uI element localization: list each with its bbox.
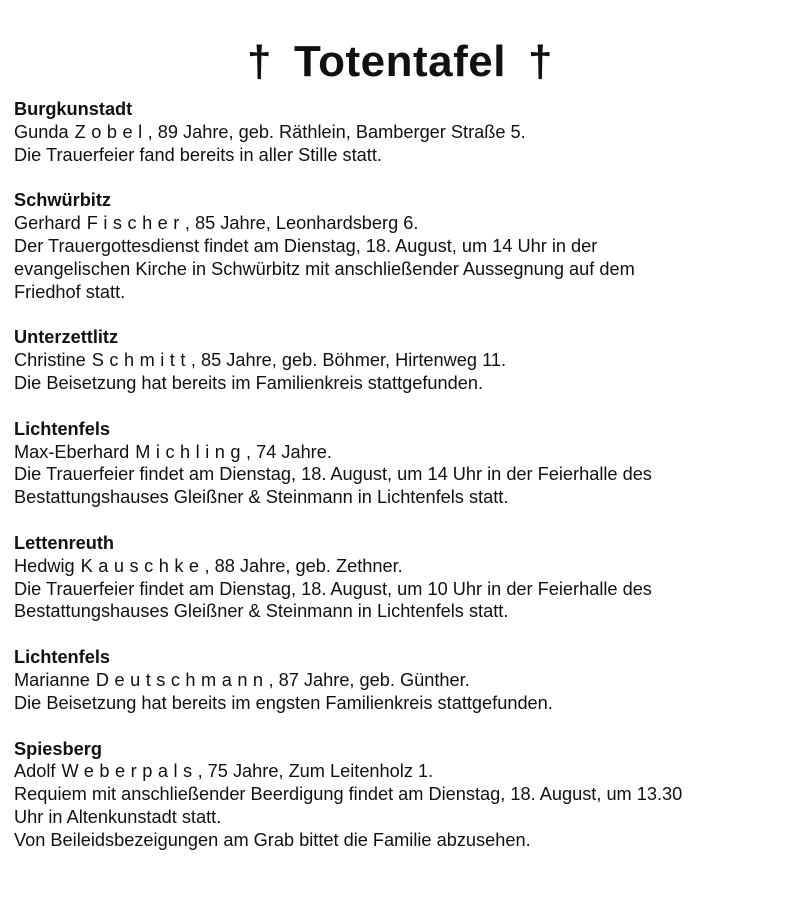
detail-line: Bestattungshauses Gleißner & Steinmann in Lichtenfels statt. xyxy=(14,487,509,508)
detail-line: Die Beisetzung hat bereits im Familienkreis stattgefunden. xyxy=(14,372,484,393)
obituary-entry xyxy=(14,738,790,852)
person-line xyxy=(14,212,790,235)
obituary-list xyxy=(14,98,790,875)
detail-line: Die Trauerfeier findet am Dienstag, 18. August, um 14 Uhr in der Feierhalle des xyxy=(14,464,652,485)
detail-line: Die Beisetzung hat bereits im engsten Familienkreis stattgefunden. xyxy=(14,692,553,713)
first-name: Hedwig xyxy=(14,555,75,576)
person-line xyxy=(14,760,790,783)
cross-icon: † xyxy=(247,37,273,86)
obituary-entry xyxy=(14,189,790,303)
surname: Fischer xyxy=(86,213,185,234)
obituary-entry xyxy=(14,418,790,509)
obituary-entry xyxy=(14,326,790,394)
detail-line: Uhr in Altenkunstadt statt. xyxy=(14,806,222,827)
surname: Zobel xyxy=(74,121,148,142)
place-name: Schwürbitz xyxy=(14,190,112,211)
page-title xyxy=(0,34,800,90)
surname: Deutschmann xyxy=(95,669,269,690)
surname: Michling xyxy=(135,441,246,462)
person-details: , 75 Jahre, Zum Leitenholz 1. xyxy=(197,761,434,782)
person-details: , 89 Jahre, geb. Räthlein, Bamberger Straße 5. xyxy=(147,121,526,142)
person-details: , 85 Jahre, Leonhardsberg 6. xyxy=(184,213,419,234)
detail-line: Die Trauerfeier findet am Dienstag, 18. August, um 10 Uhr in der Feierhalle des xyxy=(14,578,652,599)
place-name: Spiesberg xyxy=(14,738,102,759)
place-name: Lichtenfels xyxy=(14,418,111,439)
person-line xyxy=(14,121,790,144)
person-details: , 87 Jahre, geb. Günther. xyxy=(268,669,470,690)
detail-line: Der Trauergottesdienst findet am Dienstag, 18. August, um 14 Uhr in der xyxy=(14,235,598,256)
surname: Weberpals xyxy=(61,761,198,782)
title-text: Totentafel xyxy=(294,37,506,86)
first-name: Gunda xyxy=(14,121,69,142)
obituary-entry xyxy=(14,532,790,623)
person-line xyxy=(14,555,790,578)
place-name: Burgkunstadt xyxy=(14,99,133,119)
person-details: , 88 Jahre, geb. Zethner. xyxy=(204,555,403,576)
detail-line: evangelischen Kirche in Schwürbitz mit anschließender Aussegnung auf dem xyxy=(14,258,635,279)
obituary-entry xyxy=(14,98,790,166)
detail-line: Die Trauerfeier fand bereits in aller Stille statt. xyxy=(14,144,382,165)
first-name: Christine xyxy=(14,350,86,371)
person-details: , 85 Jahre, geb. Böhmer, Hirtenweg 11. xyxy=(190,350,506,371)
first-name: Marianne xyxy=(14,669,90,690)
person-line xyxy=(14,349,790,372)
surname: Schmitt xyxy=(91,350,191,371)
first-name: Max-Eberhard xyxy=(14,441,130,462)
obituary-entry xyxy=(14,646,790,714)
place-name: Lettenreuth xyxy=(14,532,115,553)
detail-line: Requiem mit anschließender Beerdigung findet am Dienstag, 18. August, um 13.30 xyxy=(14,784,683,805)
first-name: Gerhard xyxy=(14,213,81,234)
detail-line: Friedhof statt. xyxy=(14,281,126,302)
person-details: , 74 Jahre. xyxy=(245,441,332,462)
surname: Kauschke xyxy=(80,555,205,576)
detail-line: Bestattungshauses Gleißner & Steinmann in Lichtenfels statt. xyxy=(14,601,509,622)
place-name: Lichtenfels xyxy=(14,647,111,668)
person-line xyxy=(14,669,790,692)
person-line xyxy=(14,441,790,464)
cross-icon: † xyxy=(527,37,553,86)
detail-line: Von Beileidsbezeigungen am Grab bittet die Familie abzusehen. xyxy=(14,829,531,850)
place-name: Unterzettlitz xyxy=(14,327,119,348)
first-name: Adolf xyxy=(14,761,56,782)
